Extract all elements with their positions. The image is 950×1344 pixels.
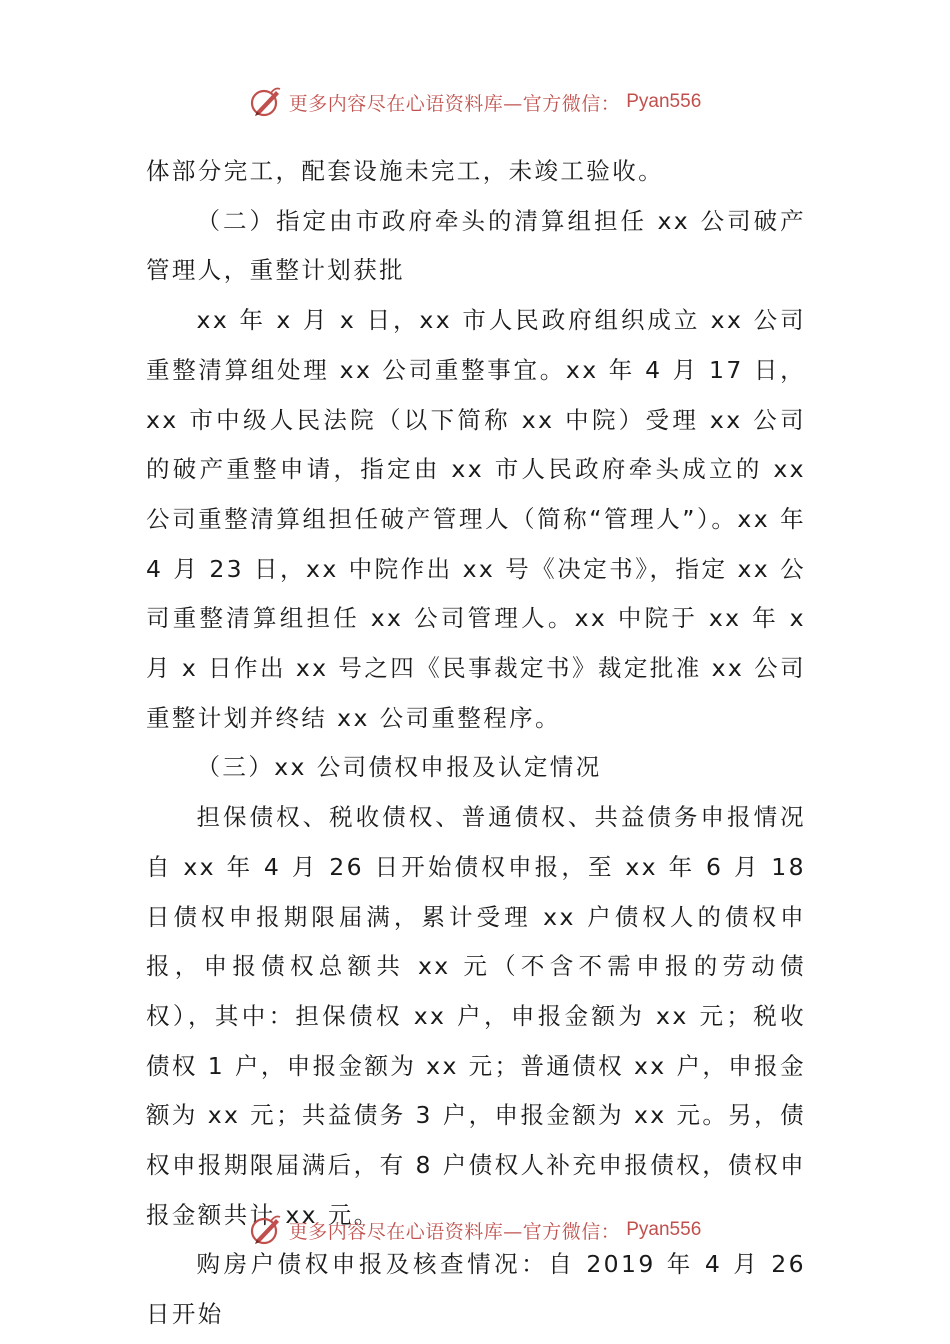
paragraph-homebuyer-claims: 购房户债权申报及核查情况：自 2019 年 4 月 26 日开始 — [146, 1250, 806, 1329]
paragraph-liquidation: xx 年 x 月 x 日，xx 市人民政府组织成立 xx 公司重整清算组处理 xx 公司重整事宜。xx 年 4 月 17 日，xx 市中级人民法院（以下简称 xx 中院）受理 xx 公司的破产重整申请，指定由 xx 市人民政府牵头成立的 xx 公司重整清算组担任破产管理人（简称“管理人”）。xx 年 4 月 23 日，xx 中院作出 xx 号《决定书》，指定 xx 公司重整清算组担任 xx 公司管理人。xx 中院于 xx 年 x 月 x 日作出 xx 号之四《民事裁定书》裁定批准 xx 公司重整计划并终结 xx 公司重整程序。 — [146, 306, 806, 732]
header-banner-handle: Pyan556 — [626, 91, 702, 112]
footer-banner-text: 更多内容尽在心语资料库—官方微信： — [288, 1220, 621, 1243]
pen-logo-icon — [249, 85, 283, 119]
paragraph-continuation: 体部分完工，配套设施未完工，未竣工验收。 — [146, 157, 664, 185]
section-heading-3: （三）xx 公司债权申报及认定情况 — [196, 753, 602, 782]
paragraph-claims: 担保债权、税收债权、普通债权、共益债务申报情况自 xx 年 4 月 26 日开始债权申报，至 xx 年 6 月 18 日债权申报期限届满，累计受理 xx 户债权人的债权申报，申报债权总额共 xx 元（不含不需申报的劳动债权），其中：担保债权 xx 户，申报金额为 xx 元；税收债权 1 户，申报金额为 xx 元；普通债权 xx 户，申报金额为 xx 元；共益债务 3 户，申报金额为 xx 元。另，债权申报期限届满后，有 8 户债权人补充申报债权，债权申报金额共计 xx 元。 — [146, 803, 806, 1229]
document-body — [146, 147, 806, 1340]
header-banner — [0, 82, 950, 122]
section-heading-2: （二）指定由市政府牵头的清算组担任 xx 公司破产管理人，重整计划获批 — [146, 206, 806, 285]
footer-banner — [0, 1210, 950, 1250]
pen-logo-icon — [249, 1213, 283, 1247]
header-banner-text: 更多内容尽在心语资料库—官方微信： — [288, 92, 621, 115]
footer-banner-handle: Pyan556 — [626, 1219, 702, 1240]
